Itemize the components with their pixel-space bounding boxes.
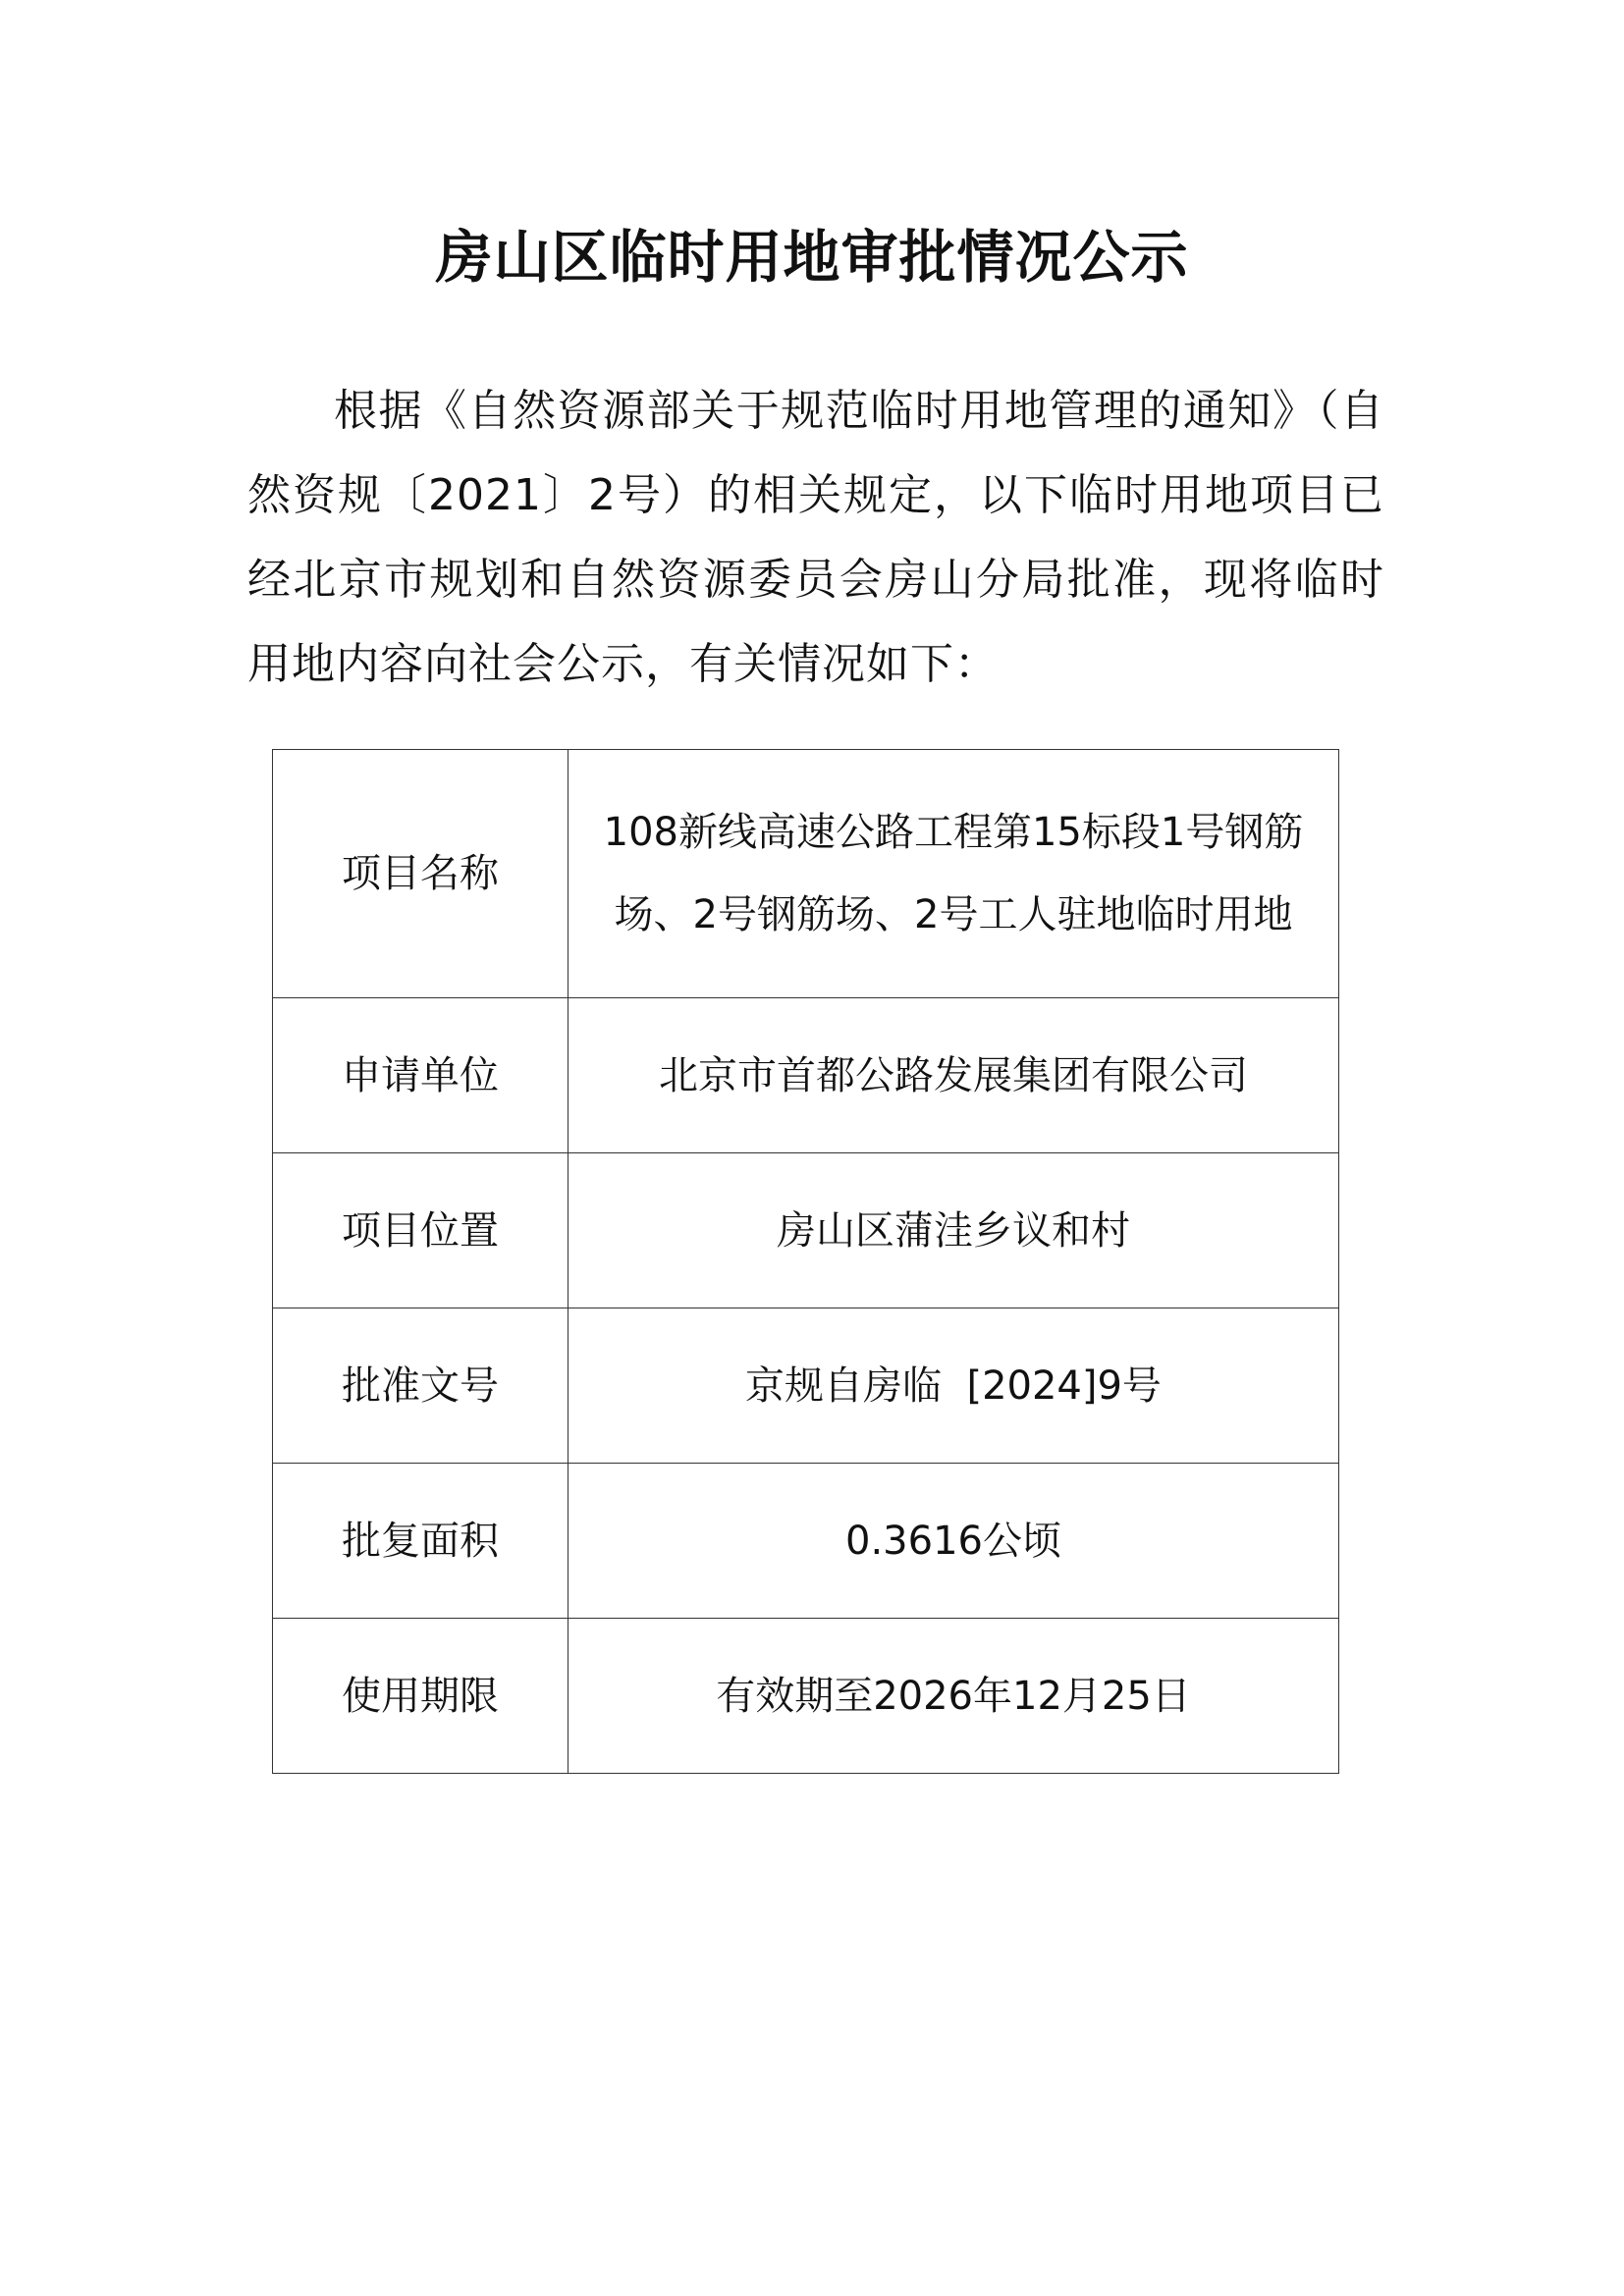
project-name-value: 108新线高速公路工程第15标段1号钢筋场、2号钢筋场、2号工人驻地临时用地 <box>568 750 1339 998</box>
applicant-value: 北京市首都公路发展集团有限公司 <box>568 998 1339 1153</box>
location-value: 房山区蒲洼乡议和村 <box>568 1153 1339 1308</box>
area-label: 批复面积 <box>273 1464 568 1619</box>
approval-number-label: 批准文号 <box>273 1308 568 1464</box>
intro-paragraph: 根据《自然资源部关于规范临时用地管理的通知》（自然资规〔2021〕2号）的相关规定，以下临时用地项目已经北京市规划和自然资源委员会房山分局批准，现将临时用地内容向社会公示，有关情况如下： <box>247 386 1384 689</box>
applicant-label: 申请单位 <box>273 998 568 1153</box>
table-row-applicant <box>273 998 1339 1153</box>
table-row-term <box>273 1619 1339 1774</box>
page-title: 房山区临时用地审批情况公示 <box>435 224 1189 291</box>
table-row-location <box>273 1153 1339 1308</box>
project-name-label: 项目名称 <box>273 750 568 998</box>
term-value: 有效期至2026年12月25日 <box>568 1619 1339 1774</box>
location-label: 项目位置 <box>273 1153 568 1308</box>
table-row-project-name <box>273 750 1339 998</box>
term-label: 使用期限 <box>273 1619 568 1774</box>
approval-number-value: 京规自房临 [2024]9号 <box>568 1308 1339 1464</box>
table-row-approval-number <box>273 1308 1339 1464</box>
area-value: 0.3616公顷 <box>568 1464 1339 1619</box>
approval-info-table <box>272 749 1339 1774</box>
table-row-area <box>273 1464 1339 1619</box>
